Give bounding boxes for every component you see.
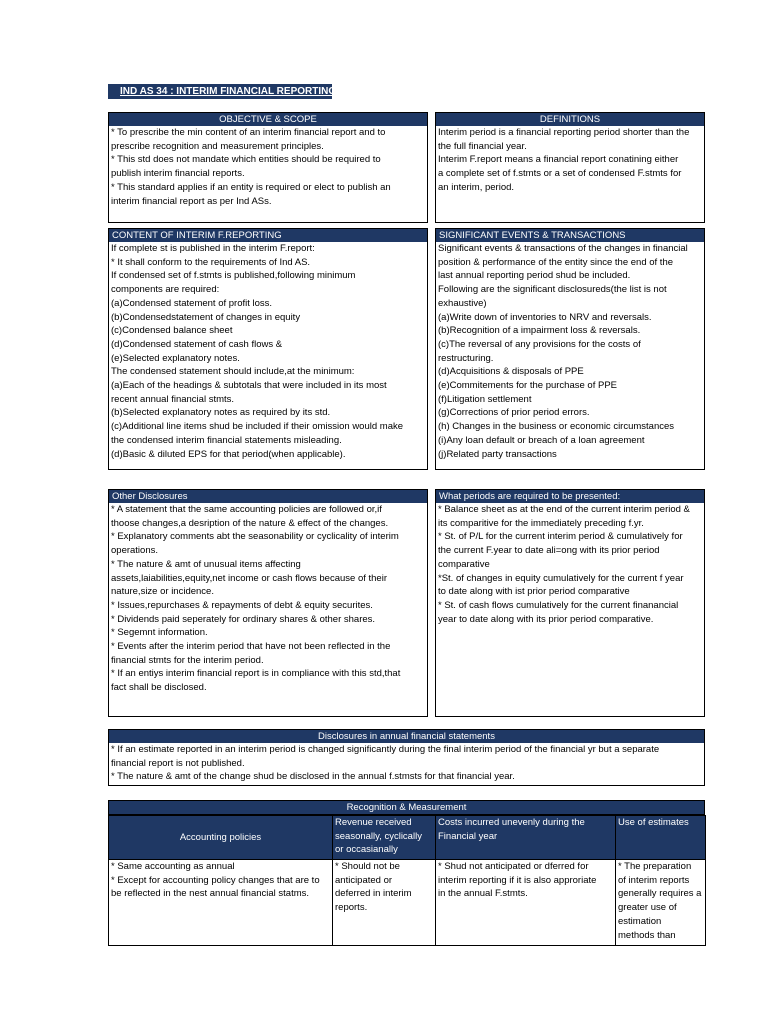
text-line: operations.: [111, 545, 159, 557]
text-line: methods than: [618, 929, 676, 941]
text-line: reports.: [335, 902, 368, 914]
text-line: Significant events & transactions of the changes in financial: [438, 243, 688, 254]
text-line: (j)Related party transactions: [438, 448, 557, 460]
text-line: (i)Any loan default or breach of a loan agreement: [438, 434, 645, 446]
significant-events-body: [436, 242, 704, 461]
text-line: financial report is not published.: [111, 757, 245, 769]
text-line: be reflected in the nest annual financial statms.: [111, 888, 310, 900]
text-line: of interim reports: [618, 874, 690, 886]
other-disclosures-section: [108, 489, 428, 717]
text-line: fact shall be disclosed.: [111, 682, 207, 694]
text-line: (g)Corrections of prior period errors.: [438, 407, 590, 419]
text-line: * This standard applies if an entity is required or elect to publish an: [111, 181, 391, 193]
recognition-header: Recognition & Measurement: [108, 800, 705, 815]
text-line: anticipated or: [335, 874, 393, 886]
text-line: (a)Each of the headings & subtotals that were included in its most: [111, 380, 387, 392]
content-interim-header: CONTENT OF INTERIM F.REPORTING: [109, 229, 427, 242]
text-line: exhaustive): [438, 297, 487, 309]
text-line: (d)Basic & diluted EPS for that period(when applicable).: [111, 448, 346, 460]
text-line: the full financial year.: [438, 140, 527, 152]
definitions-header: DEFINITIONS: [436, 113, 704, 126]
content-interim-body: [109, 242, 427, 461]
cell-revenue-seasonal: [333, 860, 436, 946]
text-line: (c)Condensed balance sheet: [111, 325, 233, 337]
text-line: the current F.year to date ali=ong with its prior period: [438, 545, 660, 557]
text-line: Following are the significant disclosureds(the list is not: [438, 284, 667, 296]
text-line: If complete st is published in the interim F.report:: [111, 243, 315, 254]
text-line: (a)Write down of inventories to NRV and reversals.: [438, 311, 652, 323]
text-line: * The nature & amt of the change shud be disclosed in the annual f.stmsts for that financial year.: [111, 771, 515, 783]
text-line: * This std does not mandate which entities should be required to: [111, 154, 381, 166]
text-line: * Events after the interim period that have not been reflected in the: [111, 641, 391, 653]
objective-scope-section: [108, 112, 428, 223]
text-line: * It shall conform to the requirements of Ind AS.: [111, 256, 311, 268]
text-line: in the annual F.stmts.: [438, 888, 528, 900]
text-line: position & performance of the entity since the end of the: [438, 256, 674, 268]
text-line: (b)Condensedstatement of changes in equity: [111, 311, 301, 323]
text-line: interim reporting if it is also approriate: [438, 874, 597, 886]
annual-disclosures-section: [108, 729, 705, 786]
annual-disclosures-body: [109, 743, 704, 784]
text-line: *St. of changes in equity cumulatively for the current f year: [438, 572, 684, 584]
text-line: financial stmts for the interim period.: [111, 654, 264, 666]
other-disclosures-body: [109, 503, 427, 695]
text-line: restructuring.: [438, 352, 494, 364]
text-line: comparative: [438, 558, 490, 570]
text-line: (h) Changes in the business or economic circumstances: [438, 421, 675, 433]
text-line: * Should not be: [335, 861, 400, 872]
text-line: (e)Commitements for the purchase of PPE: [438, 380, 617, 392]
text-line: (e)Selected explanatory notes.: [111, 352, 240, 364]
annual-disclosures-header: Disclosures in annual financial statements: [109, 730, 704, 743]
text-line: If condensed set of f.stmts is published,following minimum: [111, 270, 356, 282]
text-line: interim financial report as per Ind ASs.: [111, 195, 272, 207]
periods-body: [436, 503, 704, 626]
periods-header: What periods are required to be presented:: [436, 490, 704, 503]
cell-accounting-policies: [109, 860, 333, 946]
text-line: * A statement that the same accounting policies are followed or,if: [111, 504, 382, 515]
text-line: assets,laiabilities,equity,net income or cash flows because of their: [111, 572, 387, 584]
text-line: The condensed statement should include,at the minimum:: [111, 366, 355, 378]
text-line: * St. of cash flows cumulatively for the current finanancial: [438, 599, 679, 611]
objective-scope-body: [109, 126, 427, 208]
col-header-use-of-estimates: Use of estimates: [616, 816, 706, 860]
text-line: (b)Recognition of a impairment loss & reversals.: [438, 325, 641, 337]
significant-events-section: [435, 228, 705, 470]
recognition-section: [108, 800, 705, 946]
text-line: * Shud not anticipated or dferred for: [438, 861, 589, 872]
col-header-costs-uneven: Costs incurred unevenly during the Financial year: [436, 816, 616, 860]
text-line: * The preparation: [618, 861, 692, 872]
text-line: (b)Selected explanatory notes as required by its std.: [111, 407, 331, 419]
document-title: IND AS 34 : INTERIM FINANCIAL REPORTING :: [108, 84, 332, 99]
col-header-revenue-seasonal: Revenue received seasonally, cyclically or occasianally: [333, 816, 436, 860]
text-line: * Except for accounting policy changes that are to: [111, 874, 320, 886]
definitions-section: [435, 112, 705, 223]
text-line: greater use of: [618, 902, 677, 914]
other-disclosures-header: Other Disclosures: [109, 490, 427, 503]
recognition-table: [108, 815, 706, 946]
cell-costs-uneven: [436, 860, 616, 946]
text-line: (f)Litigation settlement: [438, 393, 532, 405]
text-line: components are required:: [111, 284, 220, 296]
text-line: deferred in interim: [335, 888, 412, 900]
text-line: an interim, period.: [438, 181, 515, 193]
text-line: estimation: [618, 915, 662, 927]
text-line: to date along with ist prior period comparative: [438, 586, 630, 598]
text-line: Interim period is a financial reporting period shorter than the: [438, 127, 690, 138]
text-line: a complete set of f.stmts or a set of condensed F.stmts for: [438, 168, 682, 180]
definitions-body: [436, 126, 704, 195]
content-interim-section: [108, 228, 428, 470]
cell-use-of-estimates: [616, 860, 706, 946]
text-line: last annual reporting period shud be included.: [438, 270, 631, 282]
text-line: * Segemnt information.: [111, 627, 208, 639]
recognition-header-row: [109, 816, 706, 860]
text-line: * Balance sheet as at the end of the current interim period &: [438, 504, 690, 515]
periods-section: [435, 489, 705, 717]
text-line: * Issues,repurchases & repayments of debt & equity securites.: [111, 599, 373, 611]
text-line: * Explanatory comments abt the seasonability or cyclicality of interim: [111, 531, 399, 543]
text-line: the condensed interim financial statements misleading.: [111, 434, 342, 446]
text-line: year to date along with its prior period comparative.: [438, 613, 654, 625]
text-line: * To prescribe the min content of an interim financial report and to: [111, 127, 386, 138]
objective-scope-header: OBJECTIVE & SCOPE: [109, 113, 427, 126]
text-line: (c)Additional line items shud be included if their omission would make: [111, 421, 404, 433]
text-line: (d)Acquisitions & disposals of PPE: [438, 366, 584, 378]
text-line: (d)Condensed statement of cash flows &: [111, 338, 283, 350]
text-line: Interim F.report means a financial report conatining either: [438, 154, 679, 166]
text-line: * St. of P/L for the current interim period & cumulatively for: [438, 531, 683, 543]
text-line: publish interim financial reports.: [111, 168, 245, 180]
text-line: its comparitive for the immediately preceding f.yr.: [438, 517, 644, 529]
text-line: * Dividends paid seperately for ordinary shares & other shares.: [111, 613, 376, 625]
recognition-body-row: [109, 860, 706, 946]
text-line: prescribe recognition and measurement principles.: [111, 140, 324, 152]
text-line: * If an estimate reported in an interim period is changed significantly during the final interim period of the financial yr but a separate: [111, 744, 660, 755]
text-line: (c)The reversal of any provisions for the costs of: [438, 338, 641, 350]
text-line: generally requires a: [618, 888, 702, 900]
col-header-accounting-policies: Accounting policies: [109, 816, 333, 860]
text-line: * If an entiys interim financial report is in compliance with this std,that: [111, 668, 401, 680]
text-line: recent annual financial stmts.: [111, 393, 235, 405]
text-line: nature,size or incidence.: [111, 586, 214, 598]
text-line: (a)Condensed statement of profit loss.: [111, 297, 273, 309]
significant-events-header: SIGNIFICANT EVENTS & TRANSACTIONS: [436, 229, 704, 242]
text-line: thoose changes,a desription of the nature & effect of the changes.: [111, 517, 389, 529]
text-line: * Same accounting as annual: [111, 861, 235, 872]
text-line: * The nature & amt of unusual items affecting: [111, 558, 301, 570]
